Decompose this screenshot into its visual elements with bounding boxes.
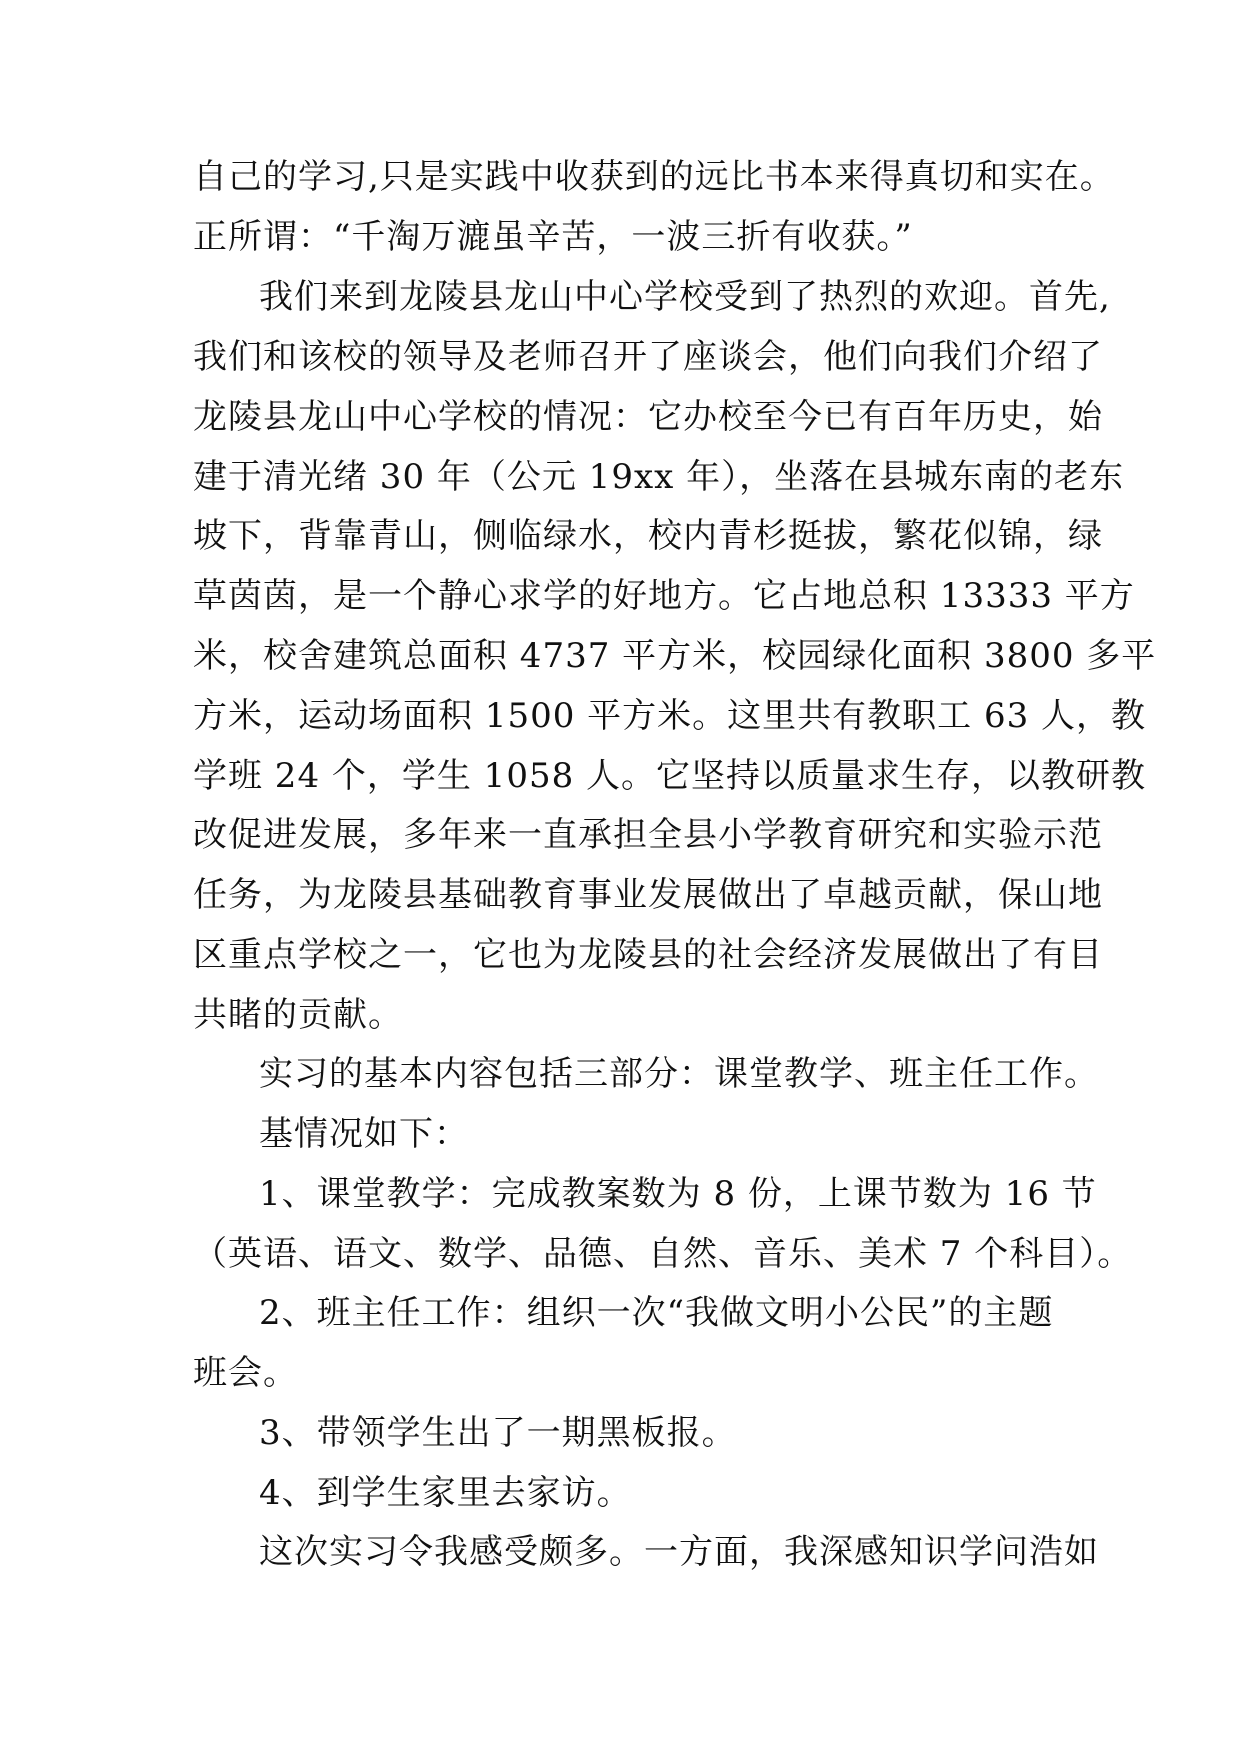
text-line: 3、带领学生出了一期黑板报。 bbox=[259, 1413, 737, 1453]
text-line: 这次实习令我感受颇多。一方面，我深感知识学问浩如 bbox=[259, 1532, 1099, 1572]
text-line: 龙陵县龙山中心学校的情况：它办校至今已有百年历史，始 bbox=[193, 397, 1103, 437]
text-line: 学班 24 个，学生 1058 人。它坚持以质量求生存，以教研教 bbox=[193, 756, 1147, 796]
text-line: 方米，运动场面积 1500 平方米。这里共有教职工 63 人，教 bbox=[193, 696, 1147, 736]
text-line: 我们来到龙陵县龙山中心学校受到了热烈的欢迎。首先, bbox=[259, 277, 1111, 317]
text-line: 建于清光绪 30 年（公元 19xx 年），坐落在县城东南的老东 bbox=[193, 457, 1125, 497]
text-line: 2、班主任工作：组织一次“我做文明小公民”的主题 bbox=[259, 1293, 1054, 1333]
text-line: 正所谓：“千淘万漉虽辛苦，一波三折有收获。” bbox=[193, 217, 913, 257]
text-line: 区重点学校之一，它也为龙陵县的社会经济发展做出了有目 bbox=[193, 935, 1103, 975]
text-line: 1、课堂教学：完成教案数为 8 份，上课节数为 16 节 bbox=[259, 1174, 1097, 1214]
text-line: 改促进发展，多年来一直承担全县小学教育研究和实验示范 bbox=[193, 815, 1103, 855]
text-line: 基情况如下： bbox=[259, 1114, 469, 1154]
text-line: 坡下，背靠青山，侧临绿水，校内青杉挺拔，繁花似锦，绿 bbox=[193, 516, 1103, 556]
text-line: 米，校舍建筑总面积 4737 平方米，校园绿化面积 3800 多平 bbox=[193, 636, 1157, 676]
text-line: 班会。 bbox=[193, 1353, 298, 1393]
text-line: 我们和该校的领导及老师召开了座谈会，他们向我们介绍了 bbox=[193, 337, 1103, 377]
text-line: 任务，为龙陵县基础教育事业发展做出了卓越贡献，保山地 bbox=[193, 875, 1103, 915]
text-line: 自己的学习,只是实践中收获到的远比书本来得真切和实在。 bbox=[193, 157, 1115, 197]
text-line: 实习的基本内容包括三部分：课堂教学、班主任工作。 bbox=[259, 1054, 1099, 1094]
text-line: 草茵茵，是一个静心求学的好地方。它占地总积 13333 平方 bbox=[193, 576, 1135, 616]
text-line: （英语、语文、数学、品德、自然、音乐、美术 7 个科目）。 bbox=[193, 1234, 1133, 1274]
text-line: 共睹的贡献。 bbox=[193, 995, 403, 1035]
text-line: 4、到学生家里去家访。 bbox=[259, 1473, 632, 1513]
